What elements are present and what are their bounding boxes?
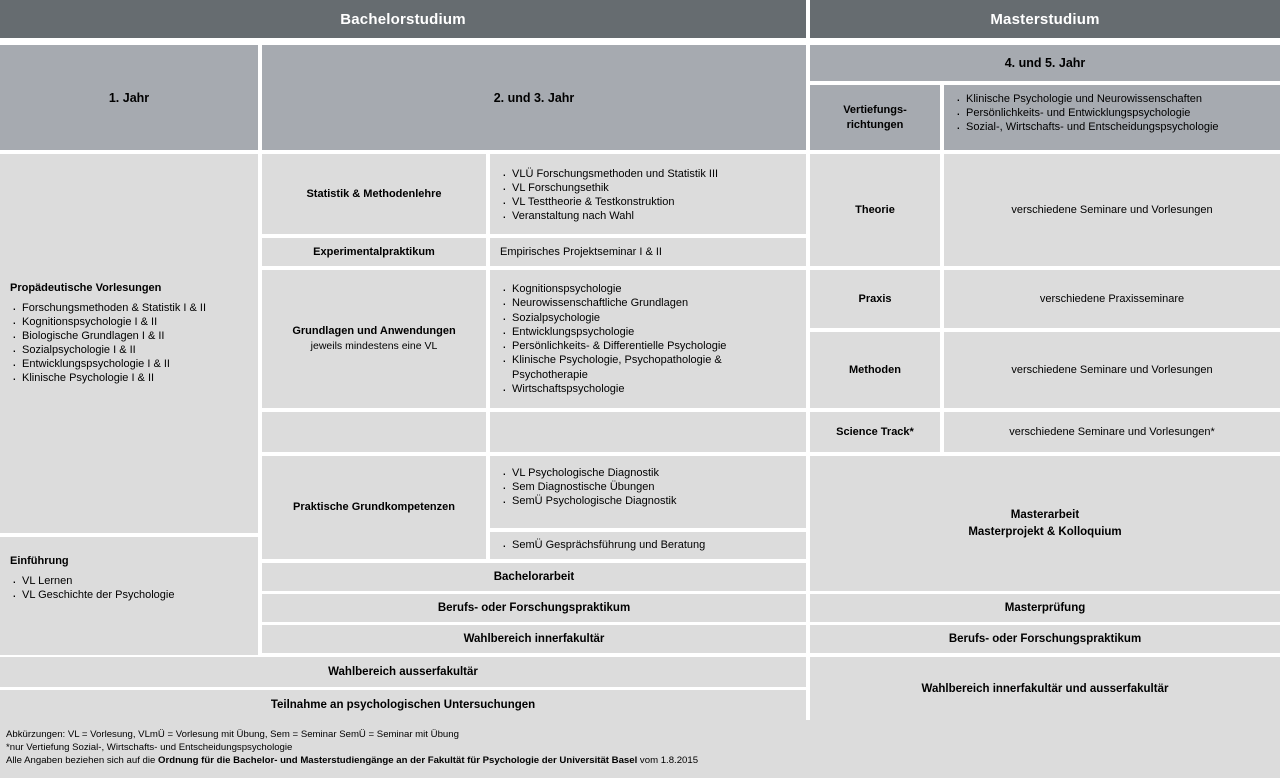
list-item: · Biologische Grundlagen I & II <box>10 329 250 343</box>
list-item: · Neurowissenschaftliche Grundlagen <box>500 296 798 310</box>
module-label-experimentalpraktikum-text: Experimentalpraktikum <box>313 245 435 258</box>
list-item: · Entwicklungspsychologie I & II <box>10 357 250 371</box>
master-label-methoden <box>810 332 940 408</box>
legend-regulation-suffix: vom 1.8.2015 <box>637 755 699 767</box>
master-content-praxis-text: verschiedene Praxisseminare <box>1039 293 1185 305</box>
band-wahlbereich-innerfakultaer-bachelor <box>262 625 806 653</box>
band-wahlbereich-ausserfakultaer <box>0 657 806 687</box>
list-item: · Wirtschaftspsychologie <box>500 382 798 396</box>
list-item: · Klinische Psychologie I & II <box>10 371 250 385</box>
master-band-berufspraktikum <box>810 625 1280 653</box>
module-label-empty-row <box>262 412 486 452</box>
list-item: · Persönlichkeits- & Differentielle Psychologie <box>500 339 798 353</box>
legend-regulation-title: Ordnung für die Bachelor- und Masterstudiengänge an der Fakultät für Psychologie der Universität Basel <box>158 755 638 767</box>
year-band-2-3-jahr <box>262 45 806 150</box>
master-label-science-track-text: Science Track* <box>836 425 914 438</box>
legend-footer <box>0 720 1280 778</box>
band-berufspraktikum-bachelor-label: Berufs- oder Forschungspraktikum <box>437 602 631 614</box>
module-content-experimentalpraktikum <box>490 238 806 266</box>
header-masterstudium-label: Masterstudium <box>990 10 1100 28</box>
band-teilnahme-untersuchungen <box>0 690 806 720</box>
module-sublabel-grundlagen: jeweils mindestens eine VL <box>310 340 438 352</box>
band-bachelorarbeit-label: Bachelorarbeit <box>493 571 575 583</box>
master-content-theorie <box>944 154 1280 266</box>
list-item: · VL Geschichte der Psychologie <box>10 588 250 602</box>
module-label-grundlagen-text: Grundlagen und Anwendungen <box>292 325 456 338</box>
master-label-theorie-text: Theorie <box>855 203 895 216</box>
master-focus-label <box>810 85 940 150</box>
master-content-theorie-text: verschiedene Seminare und Vorlesungen <box>1011 204 1213 216</box>
list-item: · VLÜ Forschungsmethoden und Statistik III <box>500 167 718 181</box>
master-focus-list <box>944 85 1280 150</box>
list-item: · VL Psychologische Diagnostik <box>500 466 676 480</box>
master-band-berufspraktikum-label: Berufs- oder Forschungspraktikum <box>948 633 1142 645</box>
master-focus-label-line1: Vertiefungs- <box>843 103 907 116</box>
module-label-grundlagen <box>262 270 486 408</box>
master-label-science-track <box>810 412 940 452</box>
master-label-methoden-text: Methoden <box>849 363 901 376</box>
header-bachelorstudium-label: Bachelorstudium <box>340 10 466 28</box>
year1-introduction-block <box>0 537 258 655</box>
year-band-4-5-jahr-label: 4. und 5. Jahr <box>1004 56 1086 70</box>
band-teilnahme-untersuchungen-label: Teilnahme an psychologischen Untersuchungen <box>270 699 536 711</box>
master-band-masterarbeit-line1: Masterarbeit <box>1010 509 1080 522</box>
module-label-statistik <box>262 154 486 234</box>
module-content-experimentalpraktikum-text: Empirisches Projektseminar I & II <box>500 246 662 258</box>
header-bachelorstudium <box>0 0 806 38</box>
legend-regulation-prefix: Alle Angaben beziehen sich auf die <box>6 755 159 767</box>
legend-line-abbreviations: Abkürzungen: VL = Vorlesung, VLmÜ = Vorlesung mit Übung, Sem = Seminar SemÜ = Seminar mit Übung <box>6 729 459 740</box>
module-content-gespraechsfuehrung <box>490 532 806 559</box>
list-item: · Sozialpsychologie I & II <box>10 343 250 357</box>
header-masterstudium <box>810 0 1280 38</box>
master-content-praxis <box>944 270 1280 328</box>
band-berufspraktikum-bachelor <box>262 594 806 622</box>
introduction-heading: Einführung <box>10 555 69 567</box>
list-item: · Sozial-, Wirtschafts- und Entscheidungspsychologie <box>954 120 1219 134</box>
list-item: · SemÜ Psychologische Diagnostik <box>500 494 676 508</box>
year-band-2-3-jahr-label: 2. und 3. Jahr <box>493 90 575 105</box>
list-item: · Sozialpsychologie <box>500 311 798 325</box>
master-focus-label-line2: richtungen <box>846 118 904 131</box>
module-label-statistik-text: Statistik & Methodenlehre <box>306 187 442 200</box>
year-band-1-jahr-label: 1. Jahr <box>108 90 150 105</box>
master-band-masterpruefung <box>810 594 1280 622</box>
module-content-diagnostik <box>490 456 806 528</box>
master-band-masterpruefung-label: Masterprüfung <box>1004 602 1086 614</box>
module-label-praktische-grundkompetenzen-text: Praktische Grundkompetenzen <box>293 501 455 514</box>
band-bachelorarbeit <box>262 563 806 591</box>
band-wahlbereich-innerfakultaer-bachelor-label: Wahlbereich innerfakultär <box>463 633 605 645</box>
master-label-praxis-text: Praxis <box>858 292 892 305</box>
master-content-science-track-text: verschiedene Seminare und Vorlesungen* <box>1009 426 1215 438</box>
list-item: · Klinische Psychologie, Psychopathologie & Psychotherapie <box>500 353 798 382</box>
list-item: · Persönlichkeits- und Entwicklungspsychologie <box>954 106 1219 120</box>
master-band-masterarbeit-line2: Masterprojekt & Kolloquium <box>968 525 1122 538</box>
module-label-praktische-grundkompetenzen <box>262 456 486 559</box>
module-label-experimentalpraktikum <box>262 238 486 266</box>
legend-line-footnote: *nur Vertiefung Sozial-, Wirtschafts- und Entscheidungspsychologie <box>6 742 293 754</box>
master-content-methoden-text: verschiedene Seminare und Vorlesungen <box>1011 364 1213 376</box>
list-item: · VL Lernen <box>10 574 250 588</box>
list-item: · Entwicklungspsychologie <box>500 325 798 339</box>
module-content-statistik <box>490 154 806 234</box>
master-content-science-track <box>944 412 1280 452</box>
list-item: · SemÜ Gesprächsführung und Beratung <box>500 538 705 552</box>
list-item: · Veranstaltung nach Wahl <box>500 209 718 223</box>
list-item: · Sem Diagnostische Übungen <box>500 480 676 494</box>
list-item: · VL Forschungsethik <box>500 181 718 195</box>
master-band-masterarbeit <box>810 456 1280 591</box>
year-band-1-jahr <box>0 45 258 150</box>
list-item: · Klinische Psychologie und Neurowissenschaften <box>954 92 1219 106</box>
year-band-4-5-jahr <box>810 45 1280 81</box>
list-item: · Kognitionspsychologie <box>500 282 798 296</box>
master-content-methoden <box>944 332 1280 408</box>
band-wahlbereich-ausserfakultaer-label: Wahlbereich ausserfakultär <box>328 666 478 678</box>
module-content-empty-row <box>490 412 806 452</box>
module-content-grundlagen <box>490 270 806 408</box>
list-item: · Forschungsmethoden & Statistik I & II <box>10 301 250 315</box>
year1-propaedeutic-block <box>0 154 258 533</box>
master-band-wahlbereich <box>810 657 1280 720</box>
legend-line-regulation <box>6 754 1274 767</box>
master-band-wahlbereich-label: Wahlbereich innerfakultär und ausserfakultär <box>921 682 1169 695</box>
list-item: · VL Testtheorie & Testkonstruktion <box>500 195 718 209</box>
master-label-praxis <box>810 270 940 328</box>
propaedeutic-heading: Propädeutische Vorlesungen <box>10 282 162 294</box>
list-item: · Kognitionspsychologie I & II <box>10 315 250 329</box>
master-label-theorie <box>810 154 940 266</box>
